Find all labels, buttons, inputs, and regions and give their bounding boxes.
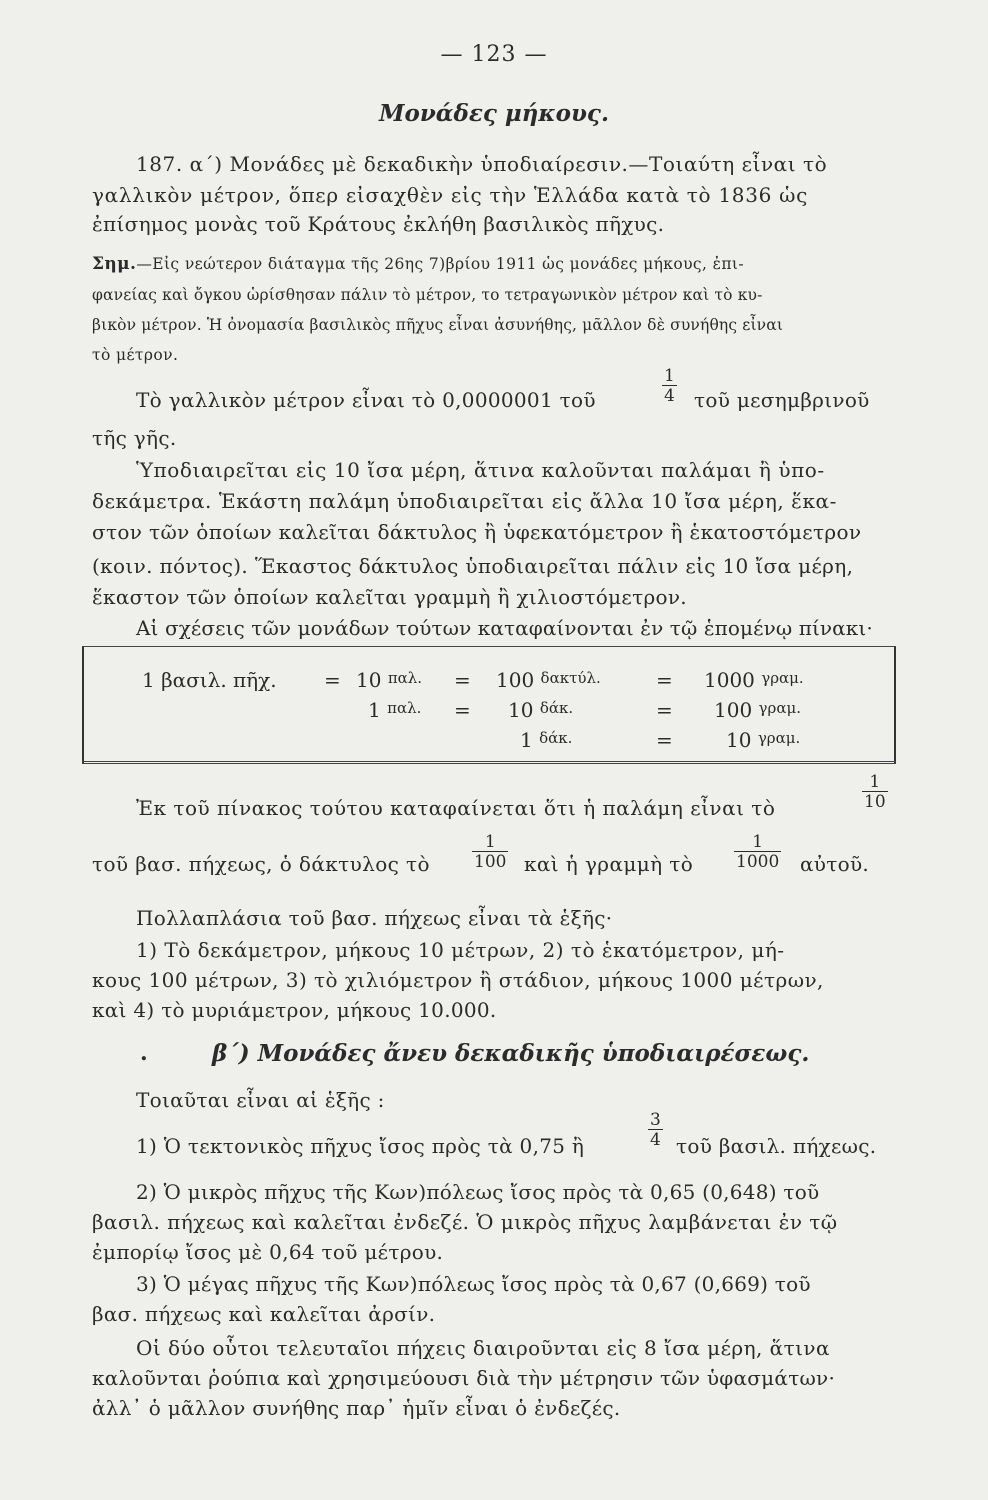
conclusion-text: καὶ ἡ γραμμὴ τὸ [524,852,694,876]
table-cell: 10 $^{\delta ά\kappa.}$ [508,698,574,722]
section-a-line: γαλλικὸν μέτρον, ὅπερ εἰσαχθὲν εἰς τὴν Ἑλλάδα κατὰ τὸ 1836 ὡς [92,183,809,207]
note-line: βικὸν μέτρον. Ἡ ὀνομασία βασιλικὸς πῆχυς εἶναι ἀσυνήθης, μᾶλλον δὲ συνήθης εἶναι [92,316,784,334]
fraction-three-quarters [648,1112,663,1149]
table-equals: = [656,728,673,752]
table-top-rule [82,646,896,647]
page-number: — 123 — [440,42,548,67]
table-cell: 1000 $^{\gamma\rho\alpha\mu.}$ [704,668,804,692]
fraction-quarter [662,368,677,405]
table-cell: 100 $^{\gamma\rho\alpha\mu.}$ [714,698,801,722]
list-item: βασιλ. πήχεως καὶ καλεῖται ἐνδεζέ. Ὁ μικρὸς πῆχυς λαμβάνεται ἐν τῷ [92,1210,838,1234]
list-item: ἐμπορίῳ ἴσος μὲ 0,64 τοῦ μέτρου. [92,1240,444,1264]
fraction-numerator: 1 [734,834,781,852]
table-cell: 100 $^{\delta\alpha\kappa\tau ύ\lambda.}$ [496,668,601,692]
subdivision-line: Ὑποδιαιρεῖται εἰς 10 ἴσα μέρη, ἅτινα καλοῦνται παλάμαι ἢ ὑπο- [136,458,825,482]
note-line: φανείας καὶ ὄγκου ὡρίσθησαν πάλιν τὸ μέτρον, το τετραγωνικὸν μέτρον καὶ τὸ κυ- [92,286,763,304]
fraction-thousandth [734,834,781,871]
section-b-heading: β΄) Μονάδες ἄνευ δεκαδικῆς ὑποδιαιρέσεως. [212,1040,810,1067]
table-cell: 10 $^{\gamma\rho\alpha\mu.}$ [726,728,801,752]
table-equals: = [656,668,673,692]
subdivision-line: δεκάμετρα. Ἑκάστη παλάμη ὑποδιαιρεῖται εἰς ἄλλα 10 ἴσα μέρη, ἕκα- [92,489,837,513]
fraction-denominator: 4 [664,386,675,406]
table-cell: 1 $^{\delta ά\kappa.}$ [520,728,573,752]
note-text: —Εἰς νεώτερον διάταγμα τῆς 26ης 7)βρίου 1911 ὡς μονάδες μήκους, ἐπι- [136,255,745,273]
list-item: 3) Ὁ μέγας πῆχυς τῆς Κων)πόλεως ἴσος πρὸς τὰ 0,67 (0,669) τοῦ [136,1272,811,1296]
multiples-line: κους 100 μέτρων, 3) τὸ χιλιόμετρον ἢ στάδιον, μήκους 1000 μέτρων, [92,968,824,992]
note-label: Σημ. [92,254,137,274]
fraction-denominator: 100 [474,852,507,872]
conclusion-text: αὐτοῦ. [800,852,870,876]
table-cell: 1 $^{\pi\alpha\lambda.}$ [368,698,422,722]
table-equals: = [324,668,341,692]
fraction-numerator: 3 [650,1110,661,1130]
fraction-denominator: 1000 [736,852,780,872]
fraction-numerator: 1 [862,774,888,792]
fraction-hundredth [472,834,508,871]
fraction-tenth [862,774,888,811]
closing-line: Οἱ δύο οὗτοι τελευταῖοι πήχεις διαιροῦνται εἰς 8 ἴσα μέρη, ἅτινα [136,1336,830,1360]
page-title: Μονάδες μήκους. [379,100,609,127]
section-b-bullet: . [140,1040,148,1066]
metre-def-text: τῆς γῆς. [92,426,177,450]
table-cell: 1 βασιλ. πῆχ. [142,668,277,692]
multiples-line: καὶ 4) τὸ μυριάμετρον, μήκους 10.000. [92,998,497,1022]
conclusion-text: Ἐκ τοῦ πίνακος τούτου καταφαίνεται ὅτι ἡ παλάμη εἶναι τὸ [136,796,776,820]
units-table [82,646,896,764]
multiples-line: 1) Τὸ δεκάμετρον, μήκους 10 μέτρων, 2) τὸ ἑκατόμετρον, μή- [136,938,785,962]
section-a-line: 187. α΄) Μονάδες μὲ δεκαδικὴν ὑποδιαίρεσιν.—Τοιαύτη εἶναι τὸ [136,152,828,176]
fraction-numerator: 1 [472,834,508,852]
table-equals: = [454,698,471,722]
subdivision-line: Αἱ σχέσεις τῶν μονάδων τούτων καταφαίνονται ἐν τῷ ἑπομένῳ πίνακι· [136,616,873,640]
multiples-line: Πολλαπλάσια τοῦ βασ. πήχεως εἶναι τὰ ἑξῆς· [136,906,613,930]
metre-def-text: τοῦ μεσημβρινοῦ [694,388,870,412]
section-a-line: ἐπίσημος μονὰς τοῦ Κράτους ἐκλήθη βασιλικὸς πῆχυς. [92,212,665,236]
table-equals: = [656,698,673,722]
list-item: 1) Ὁ τεκτονικὸς πῆχυς ἴσος πρὸς τὰ 0,75 ἢ [136,1134,585,1158]
note-line [92,254,744,274]
list-item: βασ. πήχεως καὶ καλεῖται ἀρσίν. [92,1302,436,1326]
conclusion-text: τοῦ βασ. πήχεως, ὁ δάκτυλος τὸ [92,852,430,876]
table-equals: = [454,668,471,692]
table-cell: 10 $^{\pi\alpha\lambda.}$ [356,668,423,692]
table-bottom-rule [82,761,896,764]
fraction-numerator: 1 [664,366,675,386]
metre-def-text: Τὸ γαλλικὸν μέτρον εἶναι τὸ 0,0000001 τοῦ [136,388,596,412]
closing-line: ἀλλ᾽ ὁ μᾶλλον συνήθης παρ᾽ ἡμῖν εἶναι ὁ ἐνδεζές. [92,1396,621,1420]
subdivision-line: στον τῶν ὁποίων καλεῖται δάκτυλος ἢ ὑφεκατόμετρον ἢ ἑκατοστόμετρον [92,520,862,544]
list-item: 2) Ὁ μικρὸς πῆχυς τῆς Κων)πόλεως ἴσος πρὸς τὰ 0,65 (0,648) τοῦ [136,1180,820,1204]
list-intro: Τοιαῦται εἶναι αἱ ἑξῆς : [136,1088,385,1112]
fraction-denominator: 4 [650,1130,661,1150]
closing-line: καλοῦνται ῥούπια καὶ χρησιμεύουσι διὰ τὴν μέτρησιν τῶν ὑφασμάτων· [92,1366,836,1390]
note-line: τὸ μέτρον. [92,346,179,364]
list-item: τοῦ βασιλ. πήχεως. [676,1134,877,1158]
subdivision-line: ἕκαστον τῶν ὁποίων καλεῖται γραμμὴ ἢ χιλιοστόμετρον. [92,585,687,609]
fraction-denominator: 10 [864,792,886,812]
subdivision-line: (κοιν. πόντος). Ἕκαστος δάκτυλος ὑποδιαιρεῖται πάλιν εἰς 10 ἴσα μέρη, [92,554,854,578]
